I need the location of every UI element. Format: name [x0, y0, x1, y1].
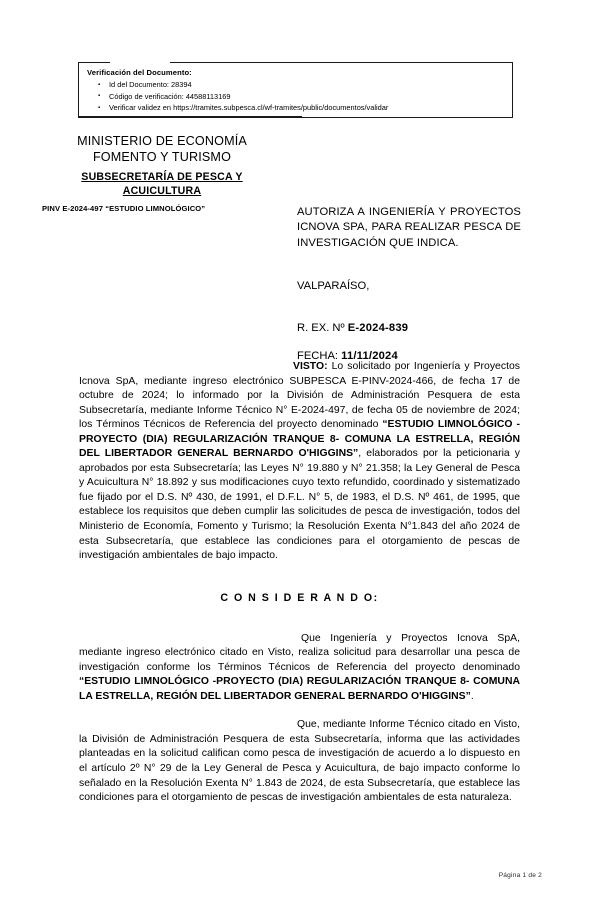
verification-box: [78, 62, 513, 118]
pinv-reference: PINV E-2024-497 “ESTUDIO LIMNOLÓGICO”: [42, 204, 206, 213]
ministry-line-2: FOMENTO Y TURISMO: [92, 150, 232, 164]
visto-text-1: Lo solicitado por Ingeniería y Proyectos Icnova SpA, mediante ingreso electrónico SUBPESCA E-PINV-2024-466, de fecha 17 de octubre de 2024; lo informado por la División de Administración Pesquera de esta Subsecretaría, mediante Informe Técnico N° E-2024-497, de fecha 05 de noviembre de 2024; los Términos Técnicos de Referencia del proyecto denominado: [79, 361, 520, 431]
bullet-icon: ▪: [98, 81, 101, 88]
visto-paragraph: [79, 360, 520, 564]
spacer: [79, 704, 520, 718]
header-right-block: [297, 205, 521, 364]
bullet-icon: ▪: [98, 93, 101, 99]
visto-project-name: “ESTUDIO LIMNOLÓGICO -PROYECTO (DIA) REGULARIZACIÓN TRANQUE 8- COMUNA LA ESTRELLA, REGIÓN DEL LIBERTADOR GENERAL BERNARDO O'HIGGINS”: [79, 419, 520, 460]
resolution-number-line: [297, 321, 521, 336]
verification-code: Código de verificación: 44588113169: [109, 91, 231, 101]
verification-doc-id: Id del Documento: 28394: [109, 80, 192, 89]
document-body: [79, 360, 520, 806]
considerando-1-text-1: Que Ingeniería y Proyectos Icnova SpA, mediante ingreso electrónico citado en Visto, realiza solicitud para desarrollar una pesca de investigación conforme los Términos Técnicos de Referencia del proyecto denominado: [79, 632, 520, 673]
considerando-heading: C O N S I D E R A N D O:: [220, 591, 379, 604]
verification-box-top-gap: [110, 61, 170, 63]
considerando-paragraph-1: [79, 632, 520, 705]
resolution-date-label: FECHA:: [297, 350, 342, 363]
resolution-place: VALPARAÍSO,: [297, 280, 370, 293]
resolution-number-value: E-2024-839: [347, 321, 409, 334]
verification-title: Verificación del Documento:: [87, 68, 192, 77]
visto-text-2: , elaborados por la peticionaria y aprobados por esta Subsecretaría; las Leyes N° 19.880 y N° 21.358; la Ley General de Pesca y Acuicultura N° 18.892 y sus modificaciones cuyo texto refundido, coordinado y sistematizado fue fijado por el D.S. Nº 430, de 1991, el D.F.L. N° 5, de 1983, el D.S. Nº 461, de 1995, que establece los requisitos que deben cumplir las solicitudes de pesca de investigación, todos del Ministerio de Economía, Fomento y Turismo; la Resolución Exenta N°1.843 del año 2024 de esta Subsecretaría, que establece las condiciones para el otorgamiento de pescas de investigación ambientales de bajo impacto.: [79, 448, 520, 562]
bullet-icon: ▪: [98, 104, 101, 111]
considerando-2-text: Que, mediante Informe Técnico citado en Visto, la División de Administración Pesquera de esta Subsecretaría, informa que las actividades planteadas en la solicitud califican como pesca de investigación de acuerdo a lo dispuesto en el artículo 2º N° 29 de la Ley General de Pesca y Acuicultura, de bajo impacto conforme lo señalado en la Resolución Exenta N° 1.843 de 2024, de esta Subsecretaría, que establece las condiciones para el otorgamiento de pescas de investigación ambientales de esta naturaleza.: [79, 719, 520, 804]
spacer: [79, 564, 520, 592]
verification-box-content: [79, 63, 512, 116]
considerando-1-project-name: “ESTUDIO LIMNOLÓGICO -PROYECTO (DIA) REGULARIZACIÓN TRANQUE 8- COMUNA LA ESTRELLA, REGIÓN DEL LIBERTADOR GENERAL BERNARDO O'HIGGINS”: [79, 676, 520, 702]
letterhead: [42, 133, 282, 213]
visto-heading: VISTO:: [293, 361, 328, 372]
verification-url[interactable]: Verificar validez en https://tramites.subpesca.cl/wf-tramites/public/documentos/validar: [109, 103, 389, 112]
spacer: [79, 604, 520, 632]
list-item: [98, 79, 508, 91]
considerando-1-text-2: .: [470, 690, 474, 702]
subsecretaria-title: SUBSECRETARÍA DE PESCA Y ACUICULTURA: [81, 171, 243, 197]
list-item: [98, 91, 508, 103]
verification-box-underline: [78, 116, 302, 118]
resolution-number-label: R. EX. Nº: [297, 321, 348, 334]
considerando-paragraph-2: [79, 718, 520, 805]
resolution-subject: AUTORIZA A INGENIERÍA Y PROYECTOS ICNOVA SPA, PARA REALIZAR PESCA DE INVESTIGACIÓN QUE INDICA.: [297, 206, 521, 249]
ministry-line-1: MINISTERIO DE ECONOMÍA: [77, 134, 247, 148]
page-footer: Página 1 de 2: [498, 872, 542, 879]
list-item: [98, 102, 508, 114]
resolution-date-value: 11/11/2024: [341, 350, 398, 363]
verification-list: [87, 79, 508, 114]
